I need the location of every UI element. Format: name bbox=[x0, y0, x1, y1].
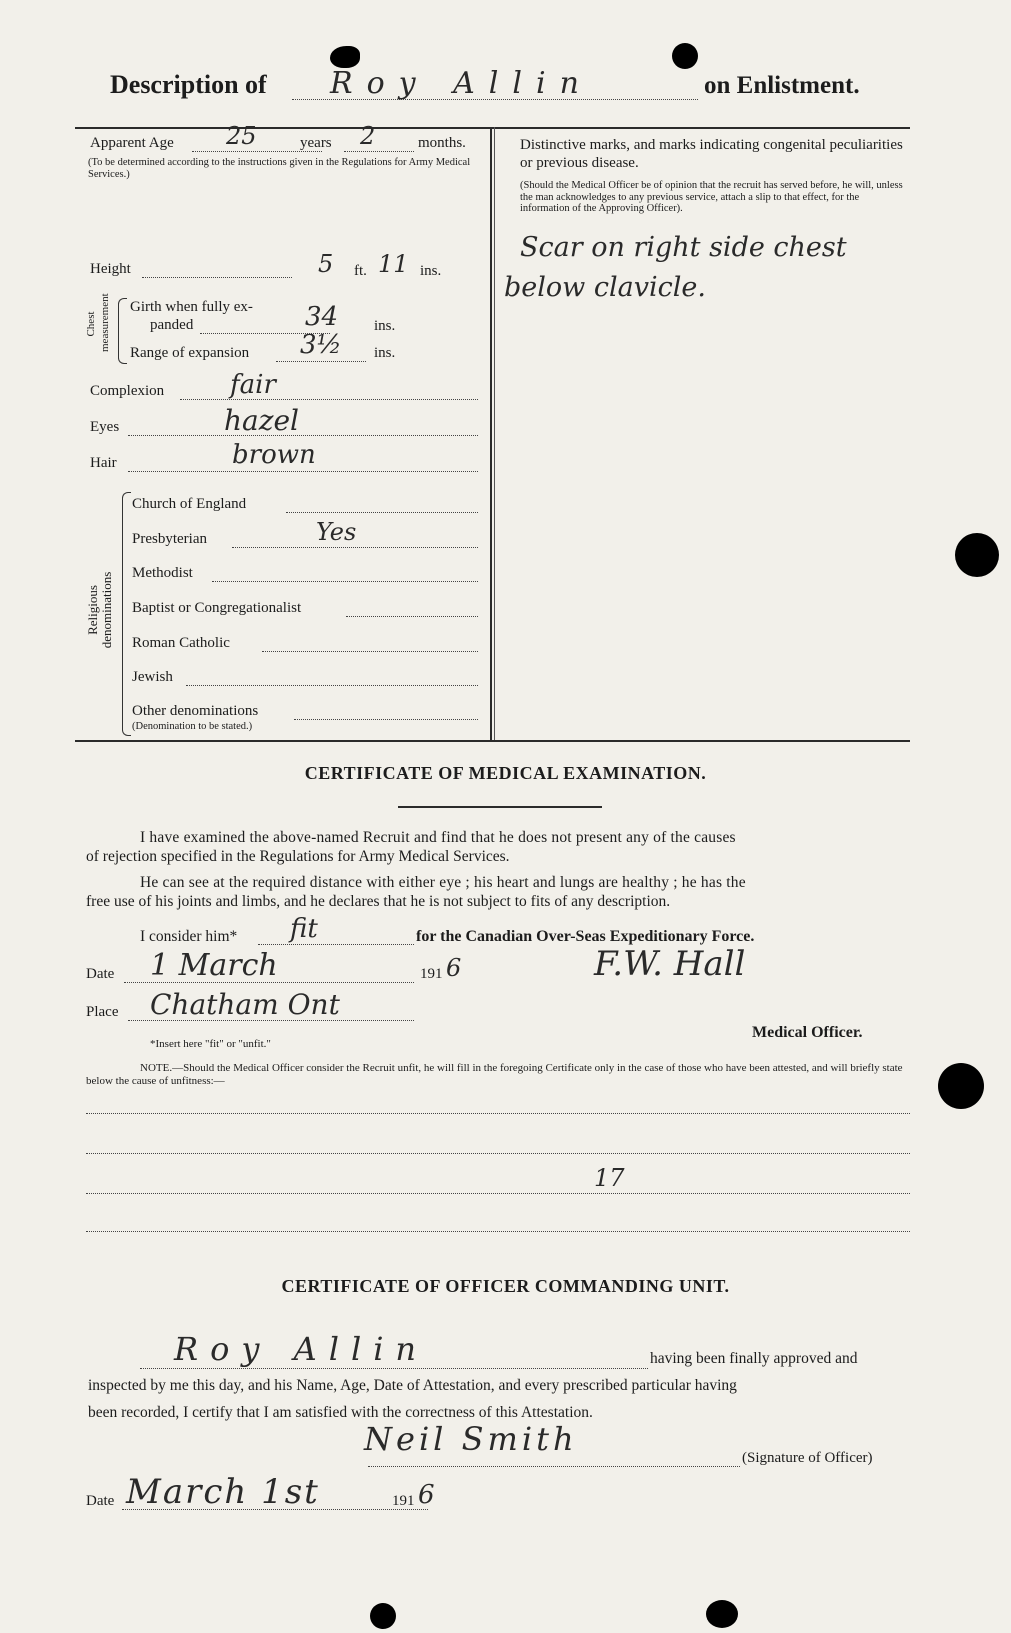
months-label: months. bbox=[418, 135, 466, 151]
column-divider bbox=[490, 127, 492, 740]
unfit-line-3 bbox=[86, 1193, 910, 1194]
age-years-value: 25 bbox=[226, 122, 257, 150]
chest-bracket bbox=[118, 298, 127, 364]
religion-line-2 bbox=[212, 581, 478, 582]
height-line bbox=[142, 277, 292, 278]
place-label: Place bbox=[86, 1004, 119, 1020]
age-months-line bbox=[344, 151, 414, 152]
column-divider-inner bbox=[494, 127, 495, 740]
chest-measurement-label: Chest measurement bbox=[85, 293, 111, 352]
denomination-note: (Denomination to be stated.) bbox=[132, 721, 253, 732]
unfit-note: NOTE.—Should the Medical Officer consider the Recruit unfit, he will fill in the foregoing Certificate only in the case of those who have been attested, and will briefly state below the cause of unfitness:— bbox=[86, 1062, 903, 1087]
punch-hole-top-left bbox=[330, 46, 360, 68]
range-line bbox=[276, 361, 366, 362]
age-note: (To be determined according to the instructions given in the Regulations for Army Medical Services.) bbox=[88, 157, 471, 180]
commanding-line2: inspected by me this day, and his Name, Age, Date of Attestation, and every prescribed particular having bbox=[88, 1377, 737, 1394]
medical-officer-signature: F.W. Hall bbox=[594, 944, 746, 984]
religion-presbyterian: Presbyterian bbox=[132, 531, 207, 547]
medical-certificate-title: CERTIFICATE OF MEDICAL EXAMINATION. bbox=[304, 763, 707, 783]
medical-officer-label: Medical Officer. bbox=[752, 1024, 863, 1041]
religion-methodist: Methodist bbox=[132, 565, 193, 581]
eyes-line bbox=[128, 435, 478, 436]
insert-note: *Insert here "fit" or "unfit." bbox=[150, 1038, 271, 1050]
girth-label-2: panded bbox=[150, 317, 194, 333]
hair-value: brown bbox=[232, 440, 316, 470]
presbyterian-value: Yes bbox=[316, 518, 357, 546]
height-ft-value: 5 bbox=[318, 250, 334, 278]
religion-line-5 bbox=[186, 685, 478, 686]
medical-date-label: Date bbox=[86, 966, 115, 982]
religious-denominations-label: Religious denominations bbox=[85, 571, 114, 649]
ft-label: ft. bbox=[354, 263, 367, 279]
religion-line-4 bbox=[262, 651, 478, 652]
hair-label: Hair bbox=[90, 455, 117, 471]
commanding-name-line bbox=[140, 1368, 648, 1369]
punch-hole-bottom-left bbox=[370, 1603, 396, 1629]
distinctive-marks-note: (Should the Medical Officer be of opinion that the recruit has served before, he will, unless the man acknowledges to any previous service, attach a slip to that effect, for the information of the Approving Officer). bbox=[520, 180, 903, 214]
complexion-label: Complexion bbox=[90, 383, 165, 399]
commanding-date-value: March 1st bbox=[126, 1472, 320, 1512]
unfit-line-1 bbox=[86, 1113, 910, 1114]
punch-hole-right-upper bbox=[955, 533, 999, 577]
commanding-year-value: 6 bbox=[418, 1480, 435, 1510]
header-name-value: Roy Allin bbox=[330, 66, 593, 101]
medical-year-prefix: 191 bbox=[420, 966, 443, 982]
religion-line-0 bbox=[286, 512, 478, 513]
girth-label-1: Girth when fully ex- bbox=[130, 299, 253, 315]
medical-para2-line2: free use of his joints and limbs, and he declares that he is not subject to fits of any description. bbox=[86, 893, 671, 910]
consider-line bbox=[258, 944, 414, 945]
consider-suffix: for the Canadian Over-Seas Expeditionary Force. bbox=[416, 928, 755, 945]
eyes-value: hazel bbox=[224, 404, 300, 437]
commanding-line1-suffix: having been finally approved and bbox=[650, 1350, 858, 1367]
ins-label-girth: ins. bbox=[374, 318, 396, 334]
medical-para1-line2: of rejection specified in the Regulations for Army Medical Services. bbox=[86, 848, 510, 865]
distinctive-marks-line-1: Scar on right side chest bbox=[520, 232, 847, 263]
ins-label-height: ins. bbox=[420, 263, 442, 279]
range-label: Range of expansion bbox=[130, 345, 250, 361]
consider-value: fit bbox=[290, 914, 318, 944]
religion-line-3 bbox=[346, 616, 478, 617]
range-value: 3½ bbox=[300, 330, 342, 360]
height-in-value: 11 bbox=[378, 250, 409, 278]
medical-date-value: 1 March bbox=[150, 948, 278, 983]
officer-signature: Neil Smith bbox=[364, 1420, 578, 1458]
age-months-value: 2 bbox=[360, 122, 376, 150]
apparent-age-label: Apparent Age bbox=[90, 135, 174, 151]
distinctive-marks-line-2: below clavicle. bbox=[504, 272, 706, 303]
medical-title-rule bbox=[398, 806, 602, 808]
unfit-line-2 bbox=[86, 1153, 910, 1154]
religion-baptist: Baptist or Congregationalist bbox=[132, 600, 302, 616]
complexion-value: fair bbox=[230, 370, 276, 400]
religion-line-6 bbox=[294, 719, 478, 720]
officer-signature-line bbox=[368, 1466, 740, 1467]
hair-line bbox=[128, 471, 478, 472]
commanding-name-value: Roy Allin bbox=[174, 1330, 429, 1368]
place-value: Chatham Ont bbox=[150, 988, 340, 1021]
page-number-mark: 17 bbox=[594, 1164, 625, 1192]
eyes-label: Eyes bbox=[90, 419, 120, 435]
punch-hole-top-right bbox=[672, 43, 698, 69]
unfit-line-4 bbox=[86, 1231, 910, 1232]
religion-roman-catholic: Roman Catholic bbox=[132, 635, 230, 651]
girth-value: 34 bbox=[305, 302, 339, 332]
commanding-date-label: Date bbox=[86, 1493, 115, 1509]
header-suffix: on Enlistment. bbox=[704, 72, 860, 99]
commanding-line3: been recorded, I certify that I am satisfied with the correctness of this Attestation. bbox=[88, 1404, 593, 1421]
medical-para2-line1: He can see at the required distance with either eye ; his heart and lungs are healthy ; he has the bbox=[140, 874, 746, 891]
medical-para1-line1: I have examined the above-named Recruit and find that he does not present any of the causes bbox=[140, 829, 736, 846]
commanding-certificate-title: CERTIFICATE OF OFFICER COMMANDING UNIT. bbox=[281, 1276, 730, 1296]
religion-line-1 bbox=[232, 547, 478, 548]
punch-hole-bottom-right bbox=[706, 1600, 738, 1628]
consider-prefix: I consider him* bbox=[140, 928, 238, 945]
height-label: Height bbox=[90, 261, 131, 277]
years-label: years bbox=[300, 135, 332, 151]
medical-year-value: 6 bbox=[446, 954, 462, 982]
religion-other: Other denominations bbox=[132, 703, 259, 719]
punch-hole-right-lower bbox=[938, 1063, 984, 1109]
commanding-year-prefix: 191 bbox=[392, 1493, 415, 1509]
header-prefix: Description of bbox=[110, 70, 267, 99]
religion-bracket bbox=[122, 492, 131, 736]
distinctive-marks-title: Distinctive marks, and marks indicating congenital peculiarities or previous disease. bbox=[520, 137, 903, 171]
officer-signature-label: (Signature of Officer) bbox=[742, 1450, 873, 1466]
complexion-line bbox=[180, 399, 478, 400]
religion-church-of-england: Church of England bbox=[132, 496, 247, 512]
top-rule bbox=[75, 127, 910, 129]
section-rule bbox=[75, 740, 910, 742]
religion-jewish: Jewish bbox=[132, 669, 173, 685]
ins-label-range: ins. bbox=[374, 345, 396, 361]
